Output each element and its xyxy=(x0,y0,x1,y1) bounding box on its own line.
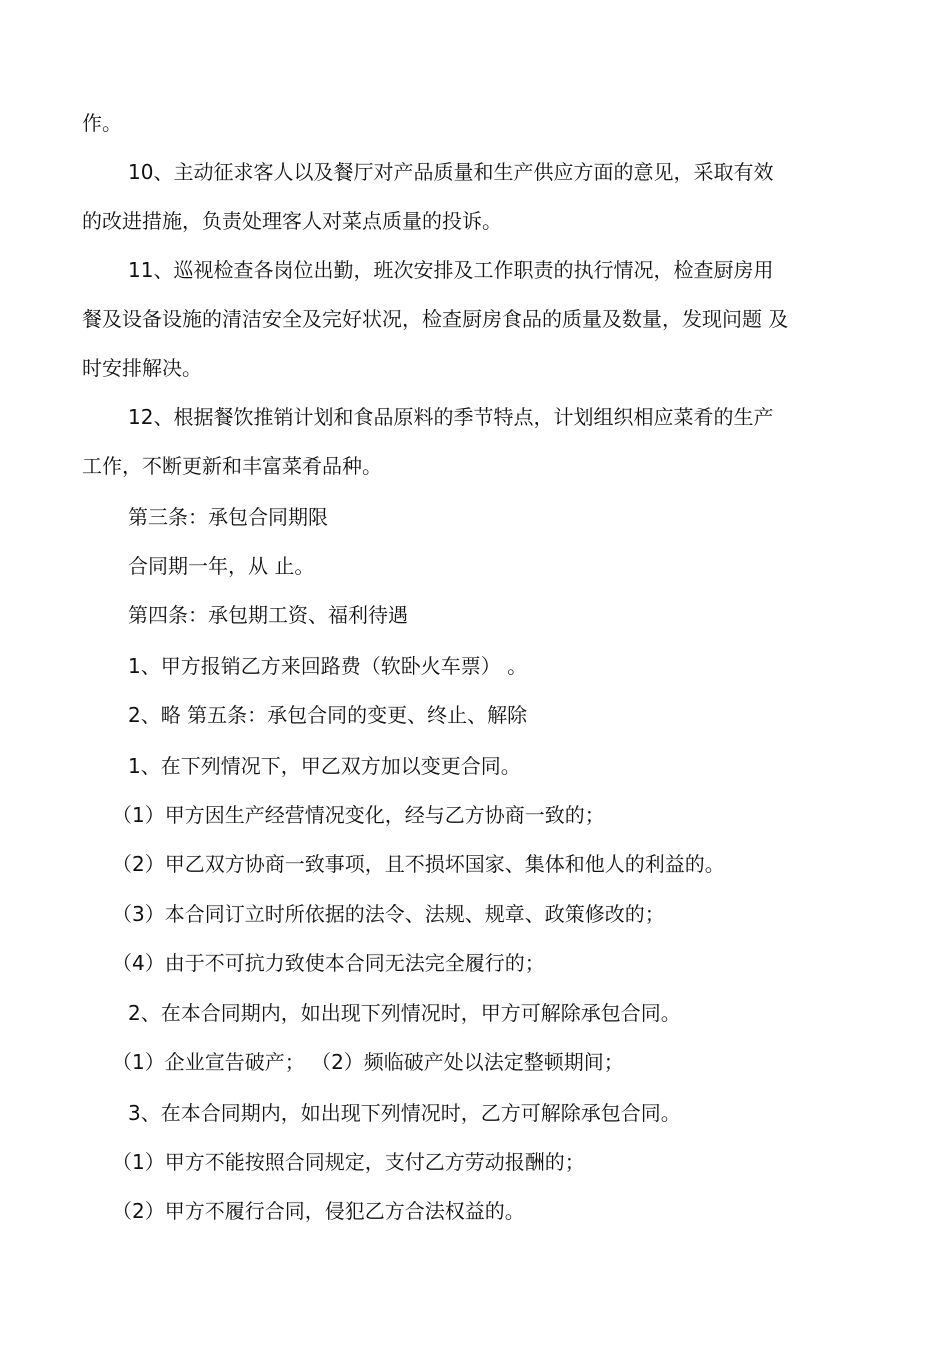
article-5-heading: 2、略 第五条：承包合同的变更、终止、解除 xyxy=(128,703,528,727)
article-5-item-1-sub-1: （1）甲方因生产经营情况变化，经与乙方协商一致的； xyxy=(112,803,605,827)
clause-11-line-2: 餐及设备设施的清洁安全及完好状况，检查厨房食品的质量及数量，发现问题 及 xyxy=(82,307,789,331)
clause-11-line-1: 11、巡视检查各岗位出勤，班次安排及工作职责的执行情况，检查厨房用 xyxy=(128,258,774,282)
clause-10-line-1: 10、主动征求客人以及餐厅对产品质量和生产供应方面的意见，采取有效 xyxy=(128,160,774,184)
article-5-item-1: 1、在下列情况下，甲乙双方加以变更合同。 xyxy=(128,754,521,778)
article-5-item-3-sub-1: （1）甲方不能按照合同规定，支付乙方劳动报酬的； xyxy=(112,1150,585,1174)
article-5-item-3-sub-2: （2）甲方不履行合同，侵犯乙方合法权益的。 xyxy=(112,1199,525,1223)
clause-12-line-2: 工作，不断更新和丰富菜肴品种。 xyxy=(82,454,382,478)
text-line: 作。 xyxy=(82,111,122,135)
article-5-item-1-sub-4: （4）由于不可抗力致使本合同无法完全履行的； xyxy=(112,951,545,975)
clause-12-line-1: 12、根据餐饮推销计划和食品原料的季节特点，计划组织相应菜肴的生产 xyxy=(128,405,774,429)
article-5-item-2: 2、在本合同期内，如出现下列情况时，甲方可解除承包合同。 xyxy=(128,1001,681,1025)
article-5-item-3: 3、在本合同期内，如出现下列情况时，乙方可解除承包合同。 xyxy=(128,1101,681,1125)
article-5-item-1-sub-3: （3）本合同订立时所依据的法令、法规、规章、政策修改的； xyxy=(112,902,665,926)
article-4-heading: 第四条：承包期工资、福利待遇 xyxy=(128,603,408,627)
clause-10-line-2: 的改进措施，负责处理客人对菜点质量的投诉。 xyxy=(82,209,502,233)
clause-11-line-3: 时安排解决。 xyxy=(82,356,202,380)
contract-term-text: 合同期一年，从 止。 xyxy=(128,554,315,578)
article-3-heading: 第三条：承包合同期限 xyxy=(128,505,328,529)
article-4-item-1: 1、甲方报销乙方来回路费（软卧火车票） 。 xyxy=(128,654,528,678)
article-5-item-2-subs: （1）企业宣告破产； （2）频临破产处以法定整顿期间； xyxy=(112,1050,624,1074)
article-5-item-1-sub-2: （2）甲乙双方协商一致事项，且不损坏国家、集体和他人的利益的。 xyxy=(112,852,725,876)
